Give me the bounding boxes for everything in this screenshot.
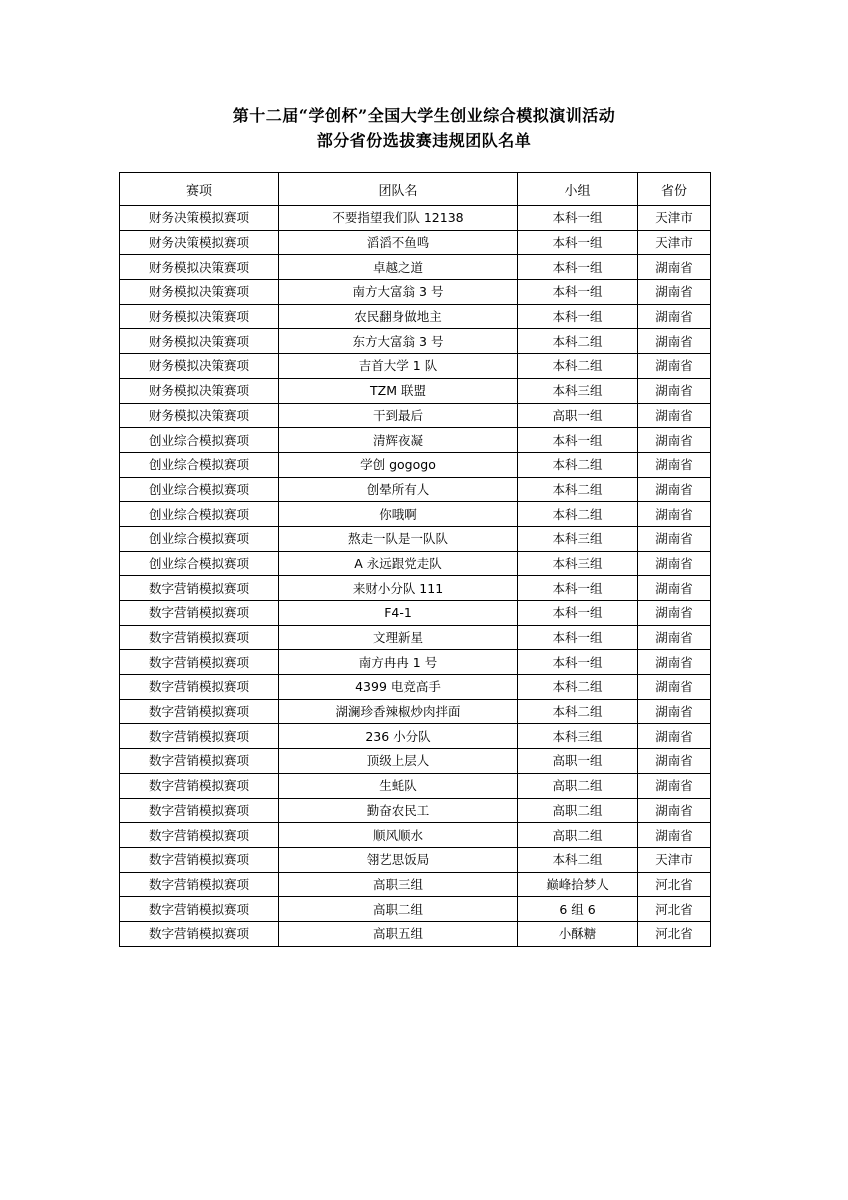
cell-event: 财务模拟决策赛项	[120, 280, 279, 305]
cell-team-name: TZM 联盟	[279, 378, 518, 403]
cell-group: 本科一组	[518, 230, 638, 255]
table-row	[120, 255, 711, 280]
table-row	[120, 699, 711, 724]
table-row	[120, 230, 711, 255]
cell-team-name: 卓越之道	[279, 255, 518, 280]
cell-team-name: 来财小分队 111	[279, 576, 518, 601]
cell-group: 本科三组	[518, 378, 638, 403]
cell-event: 数字营销模拟赛项	[120, 625, 279, 650]
cell-event: 数字营销模拟赛项	[120, 601, 279, 626]
cell-province: 湖南省	[638, 428, 711, 453]
table-row	[120, 576, 711, 601]
cell-group: 本科二组	[518, 477, 638, 502]
cell-event: 财务模拟决策赛项	[120, 403, 279, 428]
cell-event: 创业综合模拟赛项	[120, 502, 279, 527]
cell-event: 数字营销模拟赛项	[120, 823, 279, 848]
cell-event: 数字营销模拟赛项	[120, 749, 279, 774]
table-row	[120, 551, 711, 576]
document-title	[0, 103, 848, 153]
table-row	[120, 378, 711, 403]
table-row	[120, 354, 711, 379]
cell-event: 财务模拟决策赛项	[120, 255, 279, 280]
cell-group: 本科一组	[518, 625, 638, 650]
cell-group: 本科二组	[518, 699, 638, 724]
cell-team-name: 高职三组	[279, 872, 518, 897]
cell-team-name: 4399 电竞高手	[279, 675, 518, 700]
cell-province: 湖南省	[638, 551, 711, 576]
table-row	[120, 798, 711, 823]
cell-event: 数字营销模拟赛项	[120, 699, 279, 724]
table-row	[120, 428, 711, 453]
cell-province: 湖南省	[638, 625, 711, 650]
cell-event: 创业综合模拟赛项	[120, 526, 279, 551]
cell-province: 湖南省	[638, 749, 711, 774]
table-row	[120, 872, 711, 897]
table-row	[120, 897, 711, 922]
cell-group: 高职二组	[518, 823, 638, 848]
header-province: 省份	[638, 173, 711, 206]
cell-group: 本科二组	[518, 675, 638, 700]
table-row	[120, 526, 711, 551]
cell-group: 本科二组	[518, 502, 638, 527]
table-row	[120, 675, 711, 700]
cell-event: 财务决策模拟赛项	[120, 230, 279, 255]
cell-team-name: 学创 gogogo	[279, 452, 518, 477]
cell-group: 本科一组	[518, 601, 638, 626]
cell-event: 创业综合模拟赛项	[120, 551, 279, 576]
cell-province: 湖南省	[638, 773, 711, 798]
cell-team-name: 熬走一队是一队队	[279, 526, 518, 551]
cell-team-name: 顶级上层人	[279, 749, 518, 774]
cell-team-name: 236 小分队	[279, 724, 518, 749]
cell-event: 数字营销模拟赛项	[120, 650, 279, 675]
table-row	[120, 921, 711, 946]
cell-event: 数字营销模拟赛项	[120, 921, 279, 946]
cell-group: 本科一组	[518, 255, 638, 280]
table-row	[120, 304, 711, 329]
table-row	[120, 452, 711, 477]
cell-event: 数字营销模拟赛项	[120, 773, 279, 798]
cell-province: 湖南省	[638, 502, 711, 527]
cell-event: 数字营销模拟赛项	[120, 724, 279, 749]
cell-province: 湖南省	[638, 280, 711, 305]
cell-province: 天津市	[638, 230, 711, 255]
cell-team-name: 吉首大学 1 队	[279, 354, 518, 379]
cell-province: 湖南省	[638, 304, 711, 329]
cell-group: 高职二组	[518, 773, 638, 798]
cell-province: 湖南省	[638, 255, 711, 280]
cell-group: 本科二组	[518, 354, 638, 379]
cell-province: 天津市	[638, 206, 711, 231]
cell-province: 湖南省	[638, 526, 711, 551]
cell-team-name: 清辉夜凝	[279, 428, 518, 453]
cell-team-name: 勤奋农民工	[279, 798, 518, 823]
cell-province: 湖南省	[638, 724, 711, 749]
cell-group: 本科一组	[518, 280, 638, 305]
cell-group: 本科一组	[518, 428, 638, 453]
cell-event: 创业综合模拟赛项	[120, 452, 279, 477]
cell-group: 本科二组	[518, 452, 638, 477]
cell-team-name: F4-1	[279, 601, 518, 626]
cell-group: 本科一组	[518, 206, 638, 231]
cell-event: 创业综合模拟赛项	[120, 428, 279, 453]
cell-province: 天津市	[638, 847, 711, 872]
table-row	[120, 206, 711, 231]
cell-event: 创业综合模拟赛项	[120, 477, 279, 502]
cell-event: 数字营销模拟赛项	[120, 798, 279, 823]
cell-team-name: A 永远跟党走队	[279, 551, 518, 576]
cell-event: 财务模拟决策赛项	[120, 378, 279, 403]
table-row	[120, 749, 711, 774]
header-group: 小组	[518, 173, 638, 206]
cell-event: 数字营销模拟赛项	[120, 675, 279, 700]
cell-event: 财务模拟决策赛项	[120, 354, 279, 379]
cell-province: 湖南省	[638, 675, 711, 700]
cell-province: 湖南省	[638, 650, 711, 675]
table-row	[120, 823, 711, 848]
cell-group: 本科三组	[518, 724, 638, 749]
cell-team-name: 南方冉冉 1 号	[279, 650, 518, 675]
cell-event: 财务模拟决策赛项	[120, 329, 279, 354]
table-row	[120, 724, 711, 749]
cell-province: 湖南省	[638, 477, 711, 502]
cell-province: 湖南省	[638, 354, 711, 379]
table-body	[120, 206, 711, 947]
table-row	[120, 601, 711, 626]
cell-team-name: 湖澜珍香辣椒炒肉拌面	[279, 699, 518, 724]
cell-province: 湖南省	[638, 798, 711, 823]
cell-team-name: 文理新星	[279, 625, 518, 650]
header-event: 赛项	[120, 173, 279, 206]
cell-team-name: 南方大富翁 3 号	[279, 280, 518, 305]
cell-province: 湖南省	[638, 601, 711, 626]
table-row	[120, 280, 711, 305]
cell-group: 高职一组	[518, 403, 638, 428]
cell-team-name: 高职五组	[279, 921, 518, 946]
cell-group: 高职二组	[518, 798, 638, 823]
cell-team-name: 顺风顺水	[279, 823, 518, 848]
cell-event: 数字营销模拟赛项	[120, 847, 279, 872]
cell-event: 数字营销模拟赛项	[120, 576, 279, 601]
cell-province: 湖南省	[638, 329, 711, 354]
cell-province: 湖南省	[638, 452, 711, 477]
cell-event: 数字营销模拟赛项	[120, 872, 279, 897]
violation-team-table	[119, 172, 711, 947]
cell-group: 6 组 6	[518, 897, 638, 922]
cell-province: 河北省	[638, 921, 711, 946]
title-line-2: 部分省份选拔赛违规团队名单	[316, 131, 532, 150]
table-row	[120, 847, 711, 872]
table-row	[120, 403, 711, 428]
table-row	[120, 477, 711, 502]
table-row	[120, 650, 711, 675]
cell-team-name: 不要指望我们队 12138	[279, 206, 518, 231]
cell-group: 巅峰拾梦人	[518, 872, 638, 897]
table-row	[120, 502, 711, 527]
cell-team-name: 滔滔不鱼鸣	[279, 230, 518, 255]
table-row	[120, 625, 711, 650]
cell-team-name: 翎艺思饭局	[279, 847, 518, 872]
cell-event: 财务决策模拟赛项	[120, 206, 279, 231]
cell-province: 湖南省	[638, 699, 711, 724]
cell-team-name: 创晕所有人	[279, 477, 518, 502]
cell-group: 高职一组	[518, 749, 638, 774]
cell-province: 湖南省	[638, 403, 711, 428]
table-row	[120, 773, 711, 798]
cell-group: 本科一组	[518, 576, 638, 601]
cell-team-name: 高职二组	[279, 897, 518, 922]
cell-province: 湖南省	[638, 576, 711, 601]
cell-team-name: 生蚝队	[279, 773, 518, 798]
cell-team-name: 农民翻身做地主	[279, 304, 518, 329]
cell-province: 河北省	[638, 872, 711, 897]
cell-group: 本科二组	[518, 329, 638, 354]
table-header-row	[120, 173, 711, 206]
cell-event: 数字营销模拟赛项	[120, 897, 279, 922]
cell-province: 湖南省	[638, 378, 711, 403]
cell-team-name: 东方大富翁 3 号	[279, 329, 518, 354]
cell-group: 本科一组	[518, 304, 638, 329]
cell-province: 河北省	[638, 897, 711, 922]
cell-province: 湖南省	[638, 823, 711, 848]
cell-event: 财务模拟决策赛项	[120, 304, 279, 329]
cell-group: 小酥糖	[518, 921, 638, 946]
title-line-1: 第十二届“学创杯”全国大学生创业综合模拟演训活动	[232, 106, 616, 125]
header-team-name: 团队名	[279, 173, 518, 206]
cell-group: 本科二组	[518, 847, 638, 872]
table-row	[120, 329, 711, 354]
cell-group: 本科一组	[518, 650, 638, 675]
cell-team-name: 你哦啊	[279, 502, 518, 527]
cell-group: 本科三组	[518, 551, 638, 576]
cell-team-name: 干到最后	[279, 403, 518, 428]
cell-group: 本科三组	[518, 526, 638, 551]
